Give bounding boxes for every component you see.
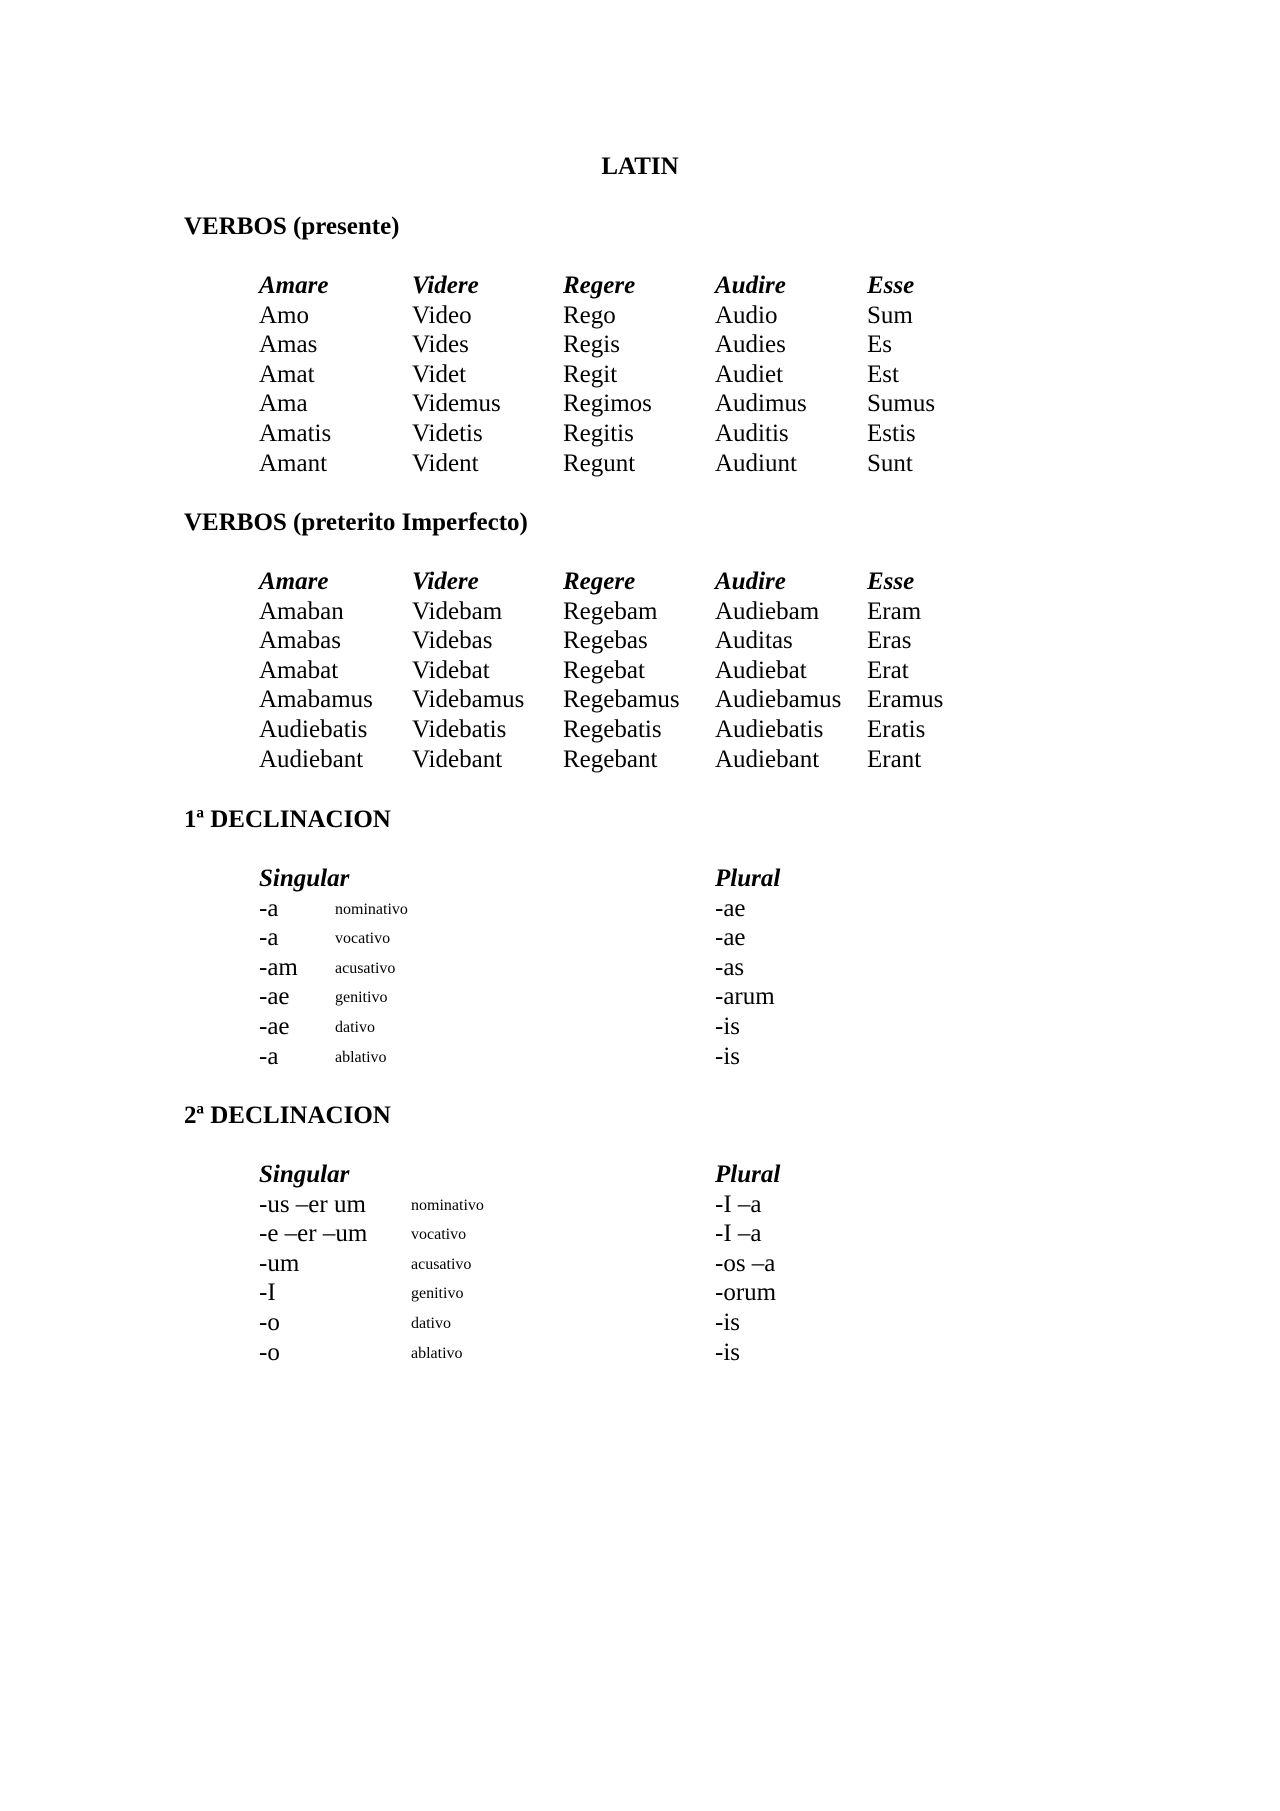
verbos-imperfecto-table-cell: Audiebat [715, 656, 807, 684]
verbos-presente-table-cell: Es [867, 331, 892, 359]
verbos-imperfecto-table-cell: Amabas [259, 627, 341, 655]
verbos-presente-table-cell: Vident [412, 449, 479, 477]
declinacion-2-plural-ending: -is [715, 1338, 740, 1366]
verbos-imperfecto-table-cell: Audiebamus [715, 686, 842, 714]
declinacion-1-case-name: genitivo [335, 989, 388, 1007]
verbos-imperfecto-table-cell: Eramus [867, 686, 944, 714]
verbos-imperfecto-header-cell: Regere [563, 568, 636, 595]
declinacion-2-case-name: nominativo [411, 1196, 484, 1214]
declinacion-2-singular-ending: -e –er –um [259, 1220, 368, 1248]
verbos-imperfecto-table-cell: Regebant [563, 745, 658, 773]
declinacion-1-singular-ending: -a [259, 1042, 279, 1070]
declinacion-1-plural-ending: -ae [715, 894, 746, 922]
declinacion-2-case-name: vocativo [411, 1226, 467, 1244]
verbos-imperfecto-table-cell: Audiebatis [259, 716, 368, 743]
declinacion-2-heading: 2ª DECLINACION [184, 1102, 391, 1129]
verbos-imperfecto-table-cell: Eram [867, 597, 922, 625]
declinacion-1-heading: 1ª DECLINACION [184, 806, 391, 833]
verbos-presente-table-cell: Auditis [715, 420, 789, 447]
verbos-presente-table-cell: Vides [412, 331, 469, 359]
verbos-presente-table-cell: Regitis [563, 420, 634, 447]
verbos-presente-table-cell: Sumus [867, 390, 936, 418]
declinacion-1-singular-label: Singular [259, 865, 350, 892]
verbos-presente-table-cell: Rego [563, 301, 616, 329]
verbos-presente-table-cell: Audimus [715, 390, 807, 418]
declinacion-1-singular-ending: -a [259, 924, 279, 952]
verbos-presente-header-cell: Esse [867, 272, 915, 299]
verbos-imperfecto-table-cell: Regebamus [563, 686, 680, 714]
declinacion-2-singular-label: Singular [259, 1161, 350, 1188]
declinacion-2-case-name: ablativo [411, 1344, 463, 1362]
declinacion-1-plural-label: Plural [715, 865, 781, 892]
declinacion-1-case-name: ablativo [335, 1048, 387, 1066]
verbos-presente-table-cell: Sunt [867, 449, 913, 477]
verbos-presente-header-cell: Videre [412, 272, 479, 299]
verbos-imperfecto-table-cell: Amaban [259, 597, 344, 625]
verbos-presente-table-cell: Regit [563, 360, 618, 388]
document-title: LATIN [601, 153, 679, 180]
verbos-presente-table-cell: Ama [259, 390, 308, 418]
verbos-presente-table-cell: Videt [412, 360, 467, 388]
verbos-presente-header-cell: Regere [563, 272, 636, 299]
verbos-imperfecto-table-cell: Eratis [867, 716, 926, 743]
verbos-imperfecto-table-cell: Videbas [412, 627, 493, 655]
verbos-presente-header-cell: Amare [259, 272, 329, 299]
declinacion-1-plural-ending: -as [715, 953, 745, 981]
verbos-imperfecto-header-cell: Videre [412, 568, 479, 595]
declinacion-2-singular-ending: -us –er um [259, 1190, 366, 1218]
verbos-imperfecto-table-cell: Videbatis [412, 716, 507, 743]
declinacion-1-case-name: acusativo [335, 959, 396, 977]
verbos-presente-table-cell: Audio [715, 301, 778, 329]
verbos-imperfecto-table-cell: Audiebatis [715, 716, 824, 743]
verbos-imperfecto-header-cell: Audire [715, 568, 786, 595]
declinacion-1-singular-ending: -ae [259, 983, 290, 1011]
verbos-imperfecto-table-cell: Erat [867, 656, 909, 684]
declinacion-2-plural-ending: -orum [715, 1279, 777, 1307]
declinacion-1-singular-ending: -am [259, 953, 298, 981]
declinacion-1-singular-ending: -a [259, 894, 279, 922]
declinacion-1-singular-ending: -ae [259, 1013, 290, 1040]
verbos-imperfecto-table-cell: Regebat [563, 656, 645, 684]
verbos-imperfecto-table-cell: Erant [867, 745, 922, 773]
declinacion-2-case-name: dativo [411, 1315, 451, 1332]
verbos-presente-heading: VERBOS (presente) [184, 213, 400, 240]
verbos-imperfecto-table-cell: Videbam [412, 597, 503, 625]
verbos-imperfecto-header-cell: Esse [867, 568, 915, 595]
verbos-imperfecto-table-cell: Videbat [412, 656, 490, 684]
verbos-presente-table-cell: Videmus [412, 390, 501, 418]
declinacion-2-plural-ending: -I –a [715, 1220, 762, 1248]
verbos-presente-table-cell: Audiet [715, 360, 784, 388]
verbos-presente-table-cell: Regis [563, 331, 620, 359]
verbos-imperfecto-table-cell: Regebas [563, 627, 648, 655]
verbos-imperfecto-table-cell: Regebam [563, 597, 658, 625]
verbos-presente-table-cell: Est [867, 360, 899, 388]
verbos-presente-table-cell: Audies [715, 331, 786, 359]
declinacion-1-case-name: dativo [335, 1019, 375, 1036]
verbos-imperfecto-table-cell: Videbamus [412, 686, 525, 714]
declinacion-2-singular-ending: -o [259, 1309, 280, 1336]
declinacion-2-plural-label: Plural [715, 1161, 781, 1188]
verbos-presente-table-cell: Amatis [259, 420, 332, 447]
verbos-presente-table-cell: Amat [259, 360, 315, 388]
verbos-presente-table-cell: Video [412, 301, 472, 329]
declinacion-1-plural-ending: -arum [715, 983, 775, 1011]
verbos-imperfecto-table-cell: Audiebant [715, 745, 820, 773]
verbos-presente-table-cell: Estis [867, 420, 916, 447]
verbos-presente-table-cell: Regimos [563, 390, 652, 418]
verbos-imperfecto-table-cell: Eras [867, 627, 912, 655]
declinacion-2-singular-ending: -o [259, 1338, 280, 1366]
declinacion-2-case-name: genitivo [411, 1285, 464, 1303]
declinacion-1-plural-ending: -ae [715, 924, 746, 952]
verbos-imperfecto-table-cell: Amabat [259, 656, 339, 684]
declinacion-1-plural-ending: -is [715, 1042, 740, 1070]
verbos-presente-table-cell: Audiunt [715, 449, 797, 477]
verbos-presente-table-cell: Amo [259, 301, 309, 329]
verbos-presente-table-cell: Sum [867, 301, 913, 329]
declinacion-2-singular-ending: -um [259, 1249, 300, 1277]
declinacion-2-plural-ending: -is [715, 1309, 740, 1336]
verbos-imperfecto-table-cell: Amabamus [259, 686, 373, 714]
verbos-imperfecto-header-cell: Amare [259, 568, 329, 595]
declinacion-1-plural-ending: -is [715, 1013, 740, 1040]
declinacion-1-case-name: vocativo [335, 930, 391, 948]
declinacion-1-case-name: nominativo [335, 900, 408, 918]
verbos-imperfecto-table-cell: Audiebant [259, 745, 364, 773]
declinacion-2-singular-ending: -I [259, 1279, 276, 1307]
declinacion-2-plural-ending: -I –a [715, 1190, 762, 1218]
verbos-presente-table-cell: Videtis [412, 420, 483, 447]
verbos-presente-table-cell: Amant [259, 449, 328, 477]
verbos-imperfecto-table-cell: Regebatis [563, 716, 662, 743]
verbos-imperfecto-table-cell: Videbant [412, 745, 503, 773]
verbos-imperfecto-heading: VERBOS (preterito Imperfecto) [184, 509, 528, 536]
verbos-presente-table-cell: Regunt [563, 449, 636, 477]
verbos-imperfecto-table-cell: Audiebam [715, 597, 820, 625]
verbos-presente-table-cell: Amas [259, 331, 318, 359]
declinacion-2-plural-ending: -os –a [715, 1249, 776, 1277]
verbos-presente-header-cell: Audire [715, 272, 786, 299]
verbos-imperfecto-table-cell: Auditas [715, 627, 793, 655]
declinacion-2-case-name: acusativo [411, 1255, 472, 1273]
